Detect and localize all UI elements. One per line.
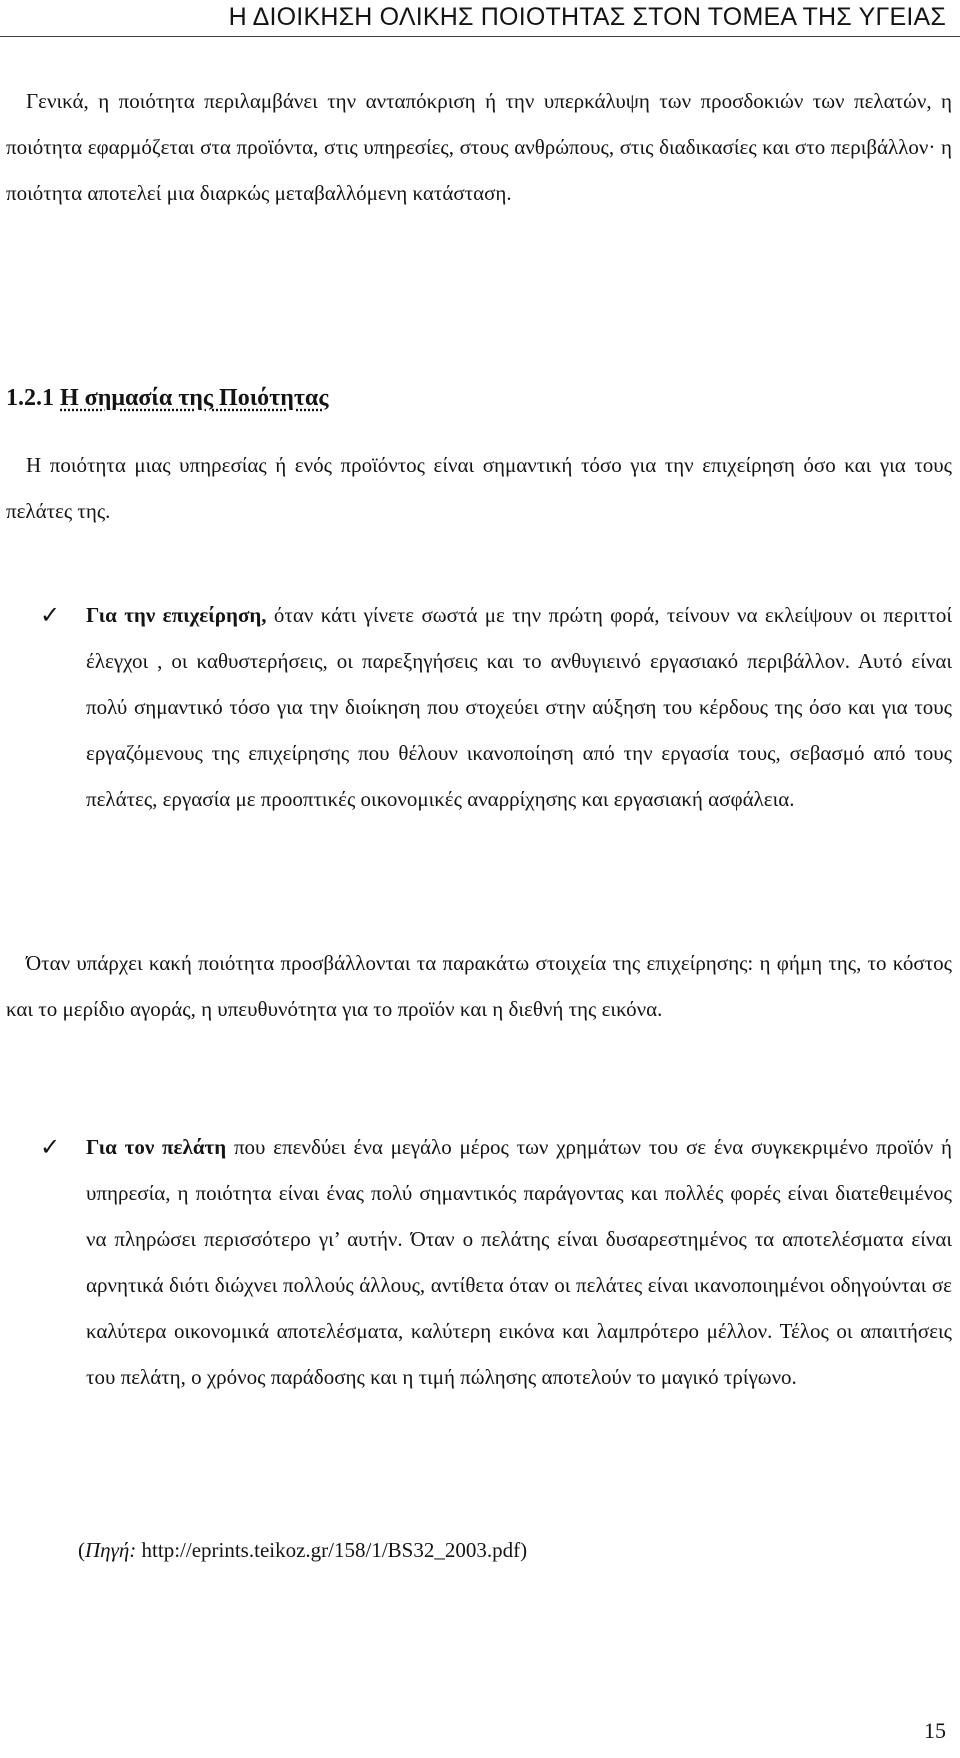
check-icon: ✓ — [40, 1133, 61, 1161]
page-number: 15 — [924, 1718, 946, 1743]
source-open-paren: ( — [78, 1538, 85, 1562]
bullet-business-lead: Για την επιχείρηση, — [86, 603, 267, 627]
section-intro-paragraph: Η ποιότητα μιας υπηρεσίας ή ενός προϊόντος είναι σημαντική τόσο για την επιχείρηση όσο και για τους πελάτες της. — [6, 453, 952, 523]
check-icon: ✓ — [40, 601, 61, 629]
header-divider — [0, 36, 960, 37]
running-header: Η ΔΙΟΙΚΗΣΗ ΟΛΙΚΗΣ ΠΟΙΟΤΗΤΑΣ ΣΤΟΝ ΤΟΜΕΑ ΤΗΣ ΥΓΕΙΑΣ — [228, 3, 946, 31]
source-label: Πηγή: — [85, 1538, 137, 1562]
source-url: http://eprints.teikoz.gr/158/1/BS32_2003.pdf) — [136, 1538, 528, 1562]
bullet-customer-lead: Για τον πελάτη — [86, 1135, 227, 1159]
section-number: 1.2.1 — [6, 385, 54, 411]
intro-paragraph: Γενικά, η ποιότητα περιλαμβάνει την ανταπόκριση ή την υπερκάλυψη των προσδοκιών των πελατών, η ποιότητα εφαρμόζεται στα προϊόντα, στις υπηρεσίες, στους ανθρώπους, στις διαδικασίες και στο περιβάλλον· η ποιότητα αποτελεί μια διαρκώς μεταβαλλόμενη κατάσταση. — [6, 89, 952, 205]
middle-paragraph: Όταν υπάρχει κακή ποιότητα προσβάλλονται τα παρακάτω στοιχεία της επιχείρησης: η φήμη της, το κόστος και το μερίδιο αγοράς, η υπευθυνότητα για το προϊόν και η διεθνή της εικόνα. — [6, 951, 952, 1021]
bullet-business-text: όταν κάτι γίνετε σωστά με την πρώτη φορά, τείνουν να εκλείψουν οι περιττοί έλεγχοι , οι καθυστερήσεις, οι παρεξηγήσεις και το ανθυγιεινό εργασιακό περιβάλλον. Αυτό είναι πολύ σημαντικό τόσο για την διοίκηση που στοχεύει στην αύξηση του κέρδους της όσο και για τους εργαζόμενους της επιχείρησης που θέλουν ικανοποίηση από την εργασία τους, σεβασμό από τους πελάτες, εργασία με προοπτικές οικονομικές αναρρίχησης και εργασιακή ασφάλεια. — [86, 603, 952, 811]
bullet-customer — [40, 1124, 952, 1400]
bullet-customer-text: που επενδύει ένα μεγάλο μέρος των χρημάτων του σε ένα συγκεκριμένο προϊόν ή υπηρεσία, η ποιότητα είναι ένας πολύ σημαντικός παράγοντας και πολλές φορές είναι διατεθειμένος να πληρώσει περισσότερο γι’ αυτήν. Όταν ο πελάτης είναι δυσαρεστημένος τα αποτελέσματα είναι αρνητικά διότι διώχνει πολλούς άλλους, αντίθετα όταν οι πελάτες είναι ικανοποιημένοι οδηγούνται σε καλύτερα οικονομικά αποτελέσματα, καλύτερη εικόνα και λαμπρότερο μέλλον. Τέλος οι απαιτήσεις του πελάτη, ο χρόνος παράδοσης και η τιμή πώλησης αποτελούν το μαγικό τρίγωνο. — [86, 1135, 952, 1389]
section-heading — [6, 378, 328, 418]
bullet-business — [40, 592, 952, 822]
section-title: Η σημασία της Ποιότητας — [60, 385, 329, 411]
source-citation — [78, 1530, 527, 1570]
